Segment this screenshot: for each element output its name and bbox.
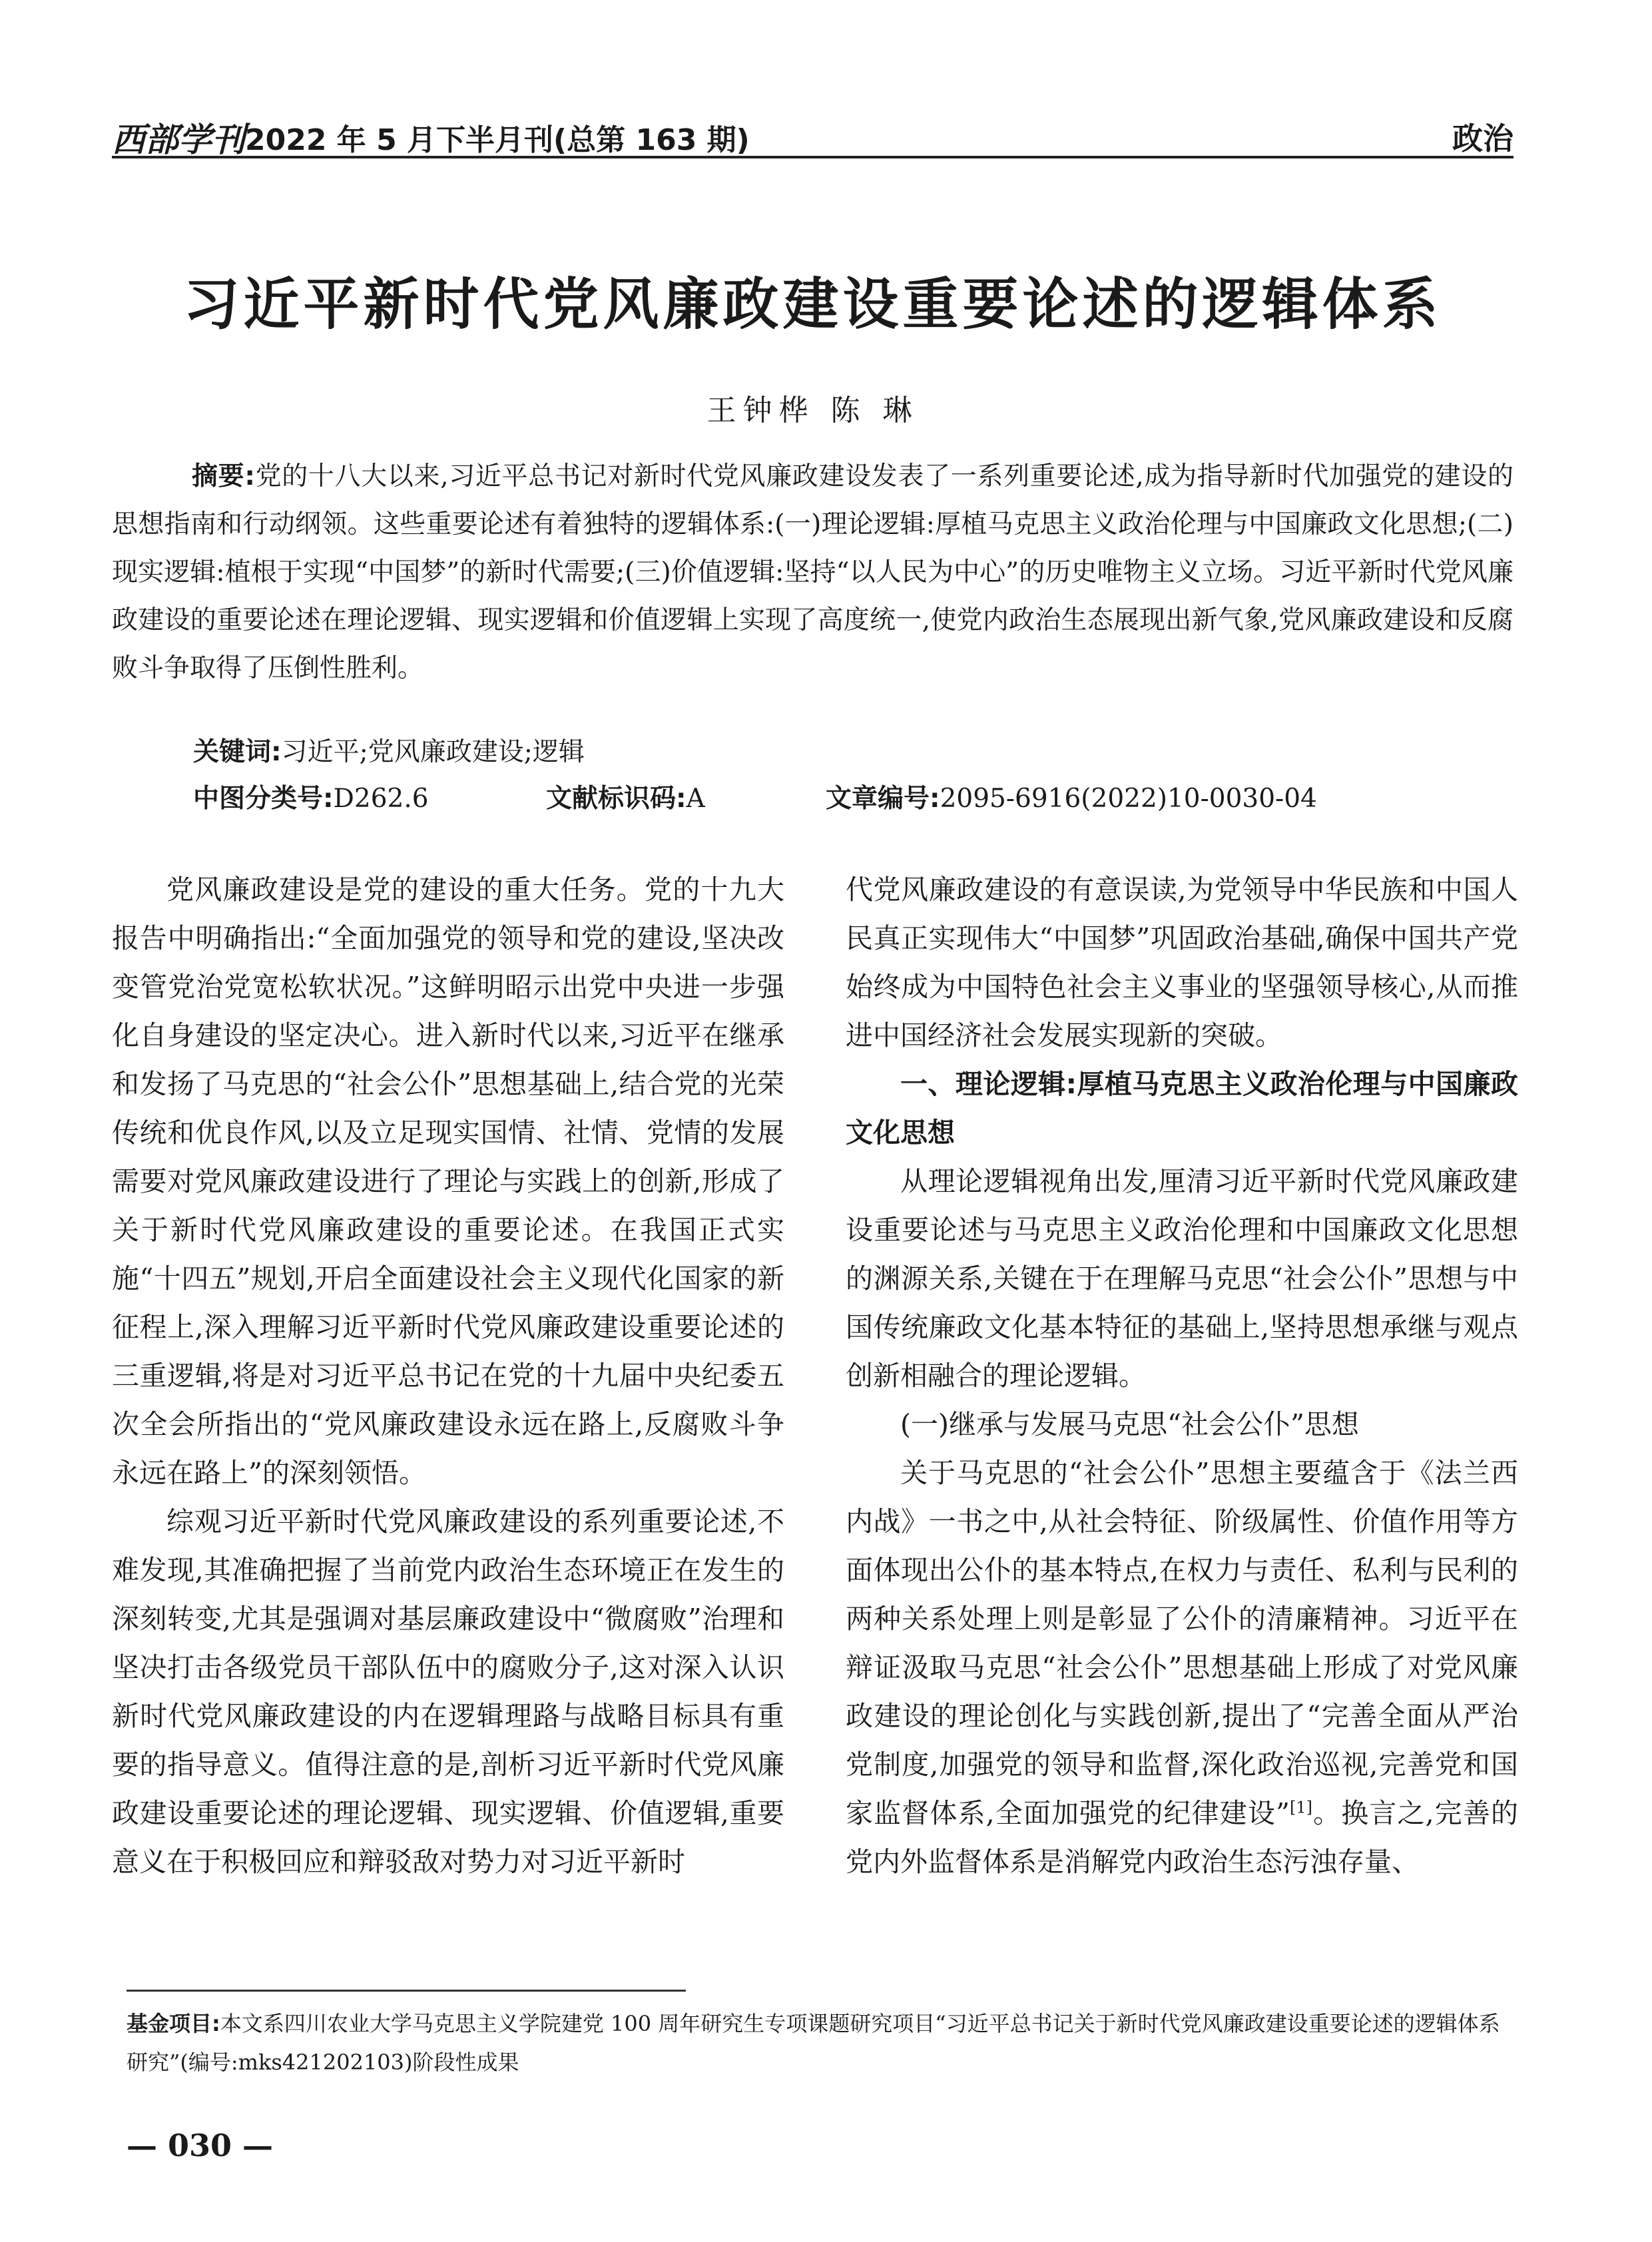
abstract-text: 党的十八大以来,习近平总书记对新时代党风廉政建设发表了一系列重要论述,成为指导新时代加强党的建设的思想指南和行动纲领。这些重要论述有着独特的逻辑体系:(一)理论逻辑:厚植马克思主义政治伦理与中国廉政文化思想;(二)现实逻辑:植根于实现“中国梦”的新时代需要;(三)价值逻辑:坚持“以人民为中心”的历史唯物主义立场。习近平新时代党风廉政建设的重要论述在理论逻辑、现实逻辑和价值逻辑上实现了高度统一,使党内政治生态展现出新气象,党风廉政建设和反腐败斗争取得了压倒性胜利。	[112, 461, 1514, 683]
running-header	[112, 113, 1514, 158]
issue-info: 2022 年 5 月下半月刊(总第 163 期)	[245, 123, 750, 157]
subsection-heading: (一)继承与发展马克思“社会公仆”思想	[900, 1408, 1359, 1440]
body-paragraph: 党风廉政建设是党的建设的重大任务。党的十九大报告中明确指出:“全面加强党的领导和党的建设,坚决改变管党治党宽松软状况。”这鲜明昭示出党中央进一步强化自身建设的坚定决心。进入新时代以来,习近平在继承和发扬了马克思的“社会公仆”思想基础上,结合党的光荣传统和优良作风,以及立足现实国情、社情、党情的发展需要对党风廉政建设进行了理论与实践上的创新,形成了关于新时代党风廉政建设的重要论述。在我国正式实施“十四五”规划,开启全面建设社会主义现代化国家的新征程上,深入理解习近平新时代党风廉政建设重要论述的三重逻辑,将是对习近平总书记在党的十九届中央纪委五次全会所指出的“党风廉政建设永远在路上,反腐败斗争永远在路上”的深刻领悟。	[112, 874, 784, 1489]
classification-line	[193, 779, 1514, 819]
footnote-rule	[127, 1990, 686, 1992]
body-column-right	[846, 866, 1518, 1886]
abstract-label: 摘要:	[192, 461, 255, 491]
keywords	[193, 732, 1514, 772]
article-number: 文章编号:2095-6916(2022)10-0030-04	[826, 784, 1317, 814]
clc-code: 中图分类号:D262.6	[193, 784, 429, 814]
body-column-left	[112, 866, 784, 1886]
journal-logo: 西部学刊	[112, 121, 245, 159]
citation-ref[interactable]: [1]	[1289, 1798, 1312, 1817]
body-paragraph: 代党风廉政建设的有意误读,为党领导中华民族和中国人民真正实现伟大“中国梦”巩固政治基础,确保中国共产党始终成为中国特色社会主义事业的坚强领导核心,从而推进中国经济社会发展实现新的突破。	[846, 874, 1518, 1051]
body-paragraph: 综观习近平新时代党风廉政建设的系列重要论述,不难发现,其准确把握了当前党内政治生态环境正在发生的深刻转变,尤其是强调对基层廉政建设中“微腐败”治理和坚决打击各级党员干部队伍中的腐败分子,这对深入认识新时代党风廉政建设的内在逻辑理路与战略目标具有重要的指导意义。值得注意的是,剖析习近平新时代党风廉政建设重要论述的理论逻辑、现实逻辑、价值逻辑,重要意义在于积极回应和辩驳敌对势力对习近平新时	[112, 1506, 784, 1878]
article-title: 习近平新时代党风廉政建设重要论述的逻辑体系	[183, 271, 1442, 337]
funding-text: 本文系四川农业大学马克思主义学院建党 100 周年研究生专项课题研究项目“习近平总书记关于新时代党风廉政建设重要论述的逻辑体系研究”(编号:mks421202103)阶段性成果	[127, 2011, 1500, 2075]
document-code: 文献标识码:A	[546, 784, 705, 814]
authors: 王钟桦 陈 琳	[706, 394, 919, 427]
body-paragraph: 关于马克思的“社会公仆”思想主要蕴含于《法兰西内战》一书之中,从社会特征、阶级属性、价值作用等方面体现出公仆的基本特点,在权力与责任、私利与民利的两种关系处理上则是彰显了公仆的清廉精神。习近平在辩证汲取马克思“社会公仆”思想基础上形成了对党风廉政建设的理论创化与实践创新,提出了“完善全面从严治党制度,加强党的领导和监督,深化政治巡视,完善党和国家监督体系,全面加强党的纪律建设”[1]。换言之,完善的党内外监督体系是消解党内政治生态污浊存量、	[846, 1457, 1518, 1878]
section-heading: 一、理论逻辑:厚植马克思主义政治伦理与中国廉政文化思想	[846, 1068, 1518, 1149]
funding-label: 基金项目:	[127, 2011, 220, 2036]
keywords-text: 习近平;党风廉政建设;逻辑	[281, 737, 585, 767]
section-tag: 政治	[1452, 121, 1514, 156]
page-number: — 030 —	[127, 2127, 274, 2163]
abstract	[112, 453, 1514, 693]
funding-note	[127, 2004, 1514, 2082]
body-paragraph: 从理论逻辑视角出发,厘清习近平新时代党风廉政建设重要论述与马克思主义政治伦理和中国廉政文化思想的渊源关系,关键在于在理解马克思“社会公仆”思想与中国传统廉政文化基本特征的基础上,坚持思想承继与观点创新相融合的理论逻辑。	[846, 1165, 1518, 1392]
keywords-label: 关键词:	[193, 737, 282, 767]
